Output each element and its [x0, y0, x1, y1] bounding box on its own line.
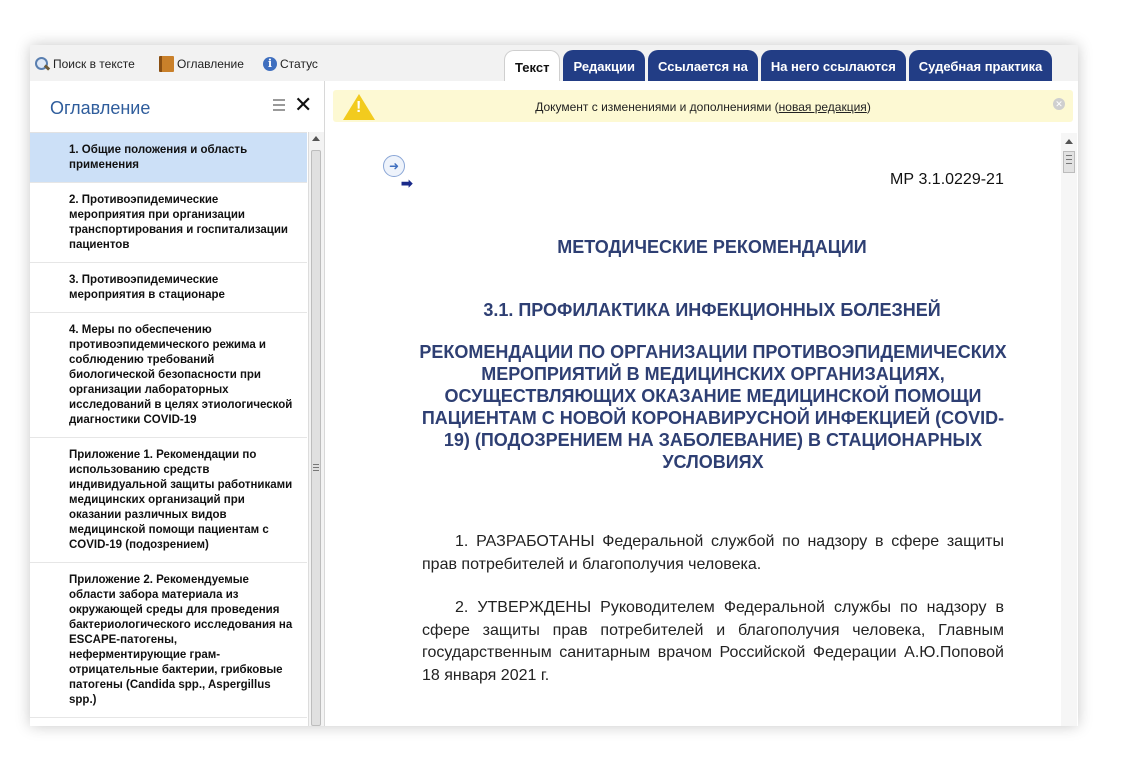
- edition-notice-banner: ! Документ с изменениями и дополнениями (новая редакция) ✕: [333, 90, 1073, 122]
- search-in-text-button[interactable]: [34, 55, 135, 73]
- document-pane: [325, 81, 1078, 726]
- toc-item[interactable]: Приложение 1. Рекомендации по использованию средств индивидуальной защиты работниками медицинских организаций при оказании различных видов медицинской помощи пациентам с COVID-19 (подозрением): [30, 438, 307, 563]
- document-scroll-thumb[interactable]: [1063, 151, 1075, 173]
- document-tabs: [504, 50, 1052, 81]
- document-code: МР 3.1.0229-21: [890, 171, 1004, 188]
- sidebar-scrollbar[interactable]: [308, 132, 324, 726]
- close-icon[interactable]: ✕: [294, 92, 313, 117]
- document-viewer-window: [30, 45, 1078, 726]
- toc-list: [30, 132, 307, 726]
- tab-referenced-by[interactable]: На него ссылаются: [761, 50, 906, 81]
- document-paragraph: 2. УТВЕРЖДЕНЫ Руководителем Федеральной службы по надзору в сфере защиты прав потребителей и благополучия человека, Главным государственным санитарным врачом Российской Федерации А.Ю.Поповой 18 января 2021 г.: [422, 599, 1004, 684]
- magnifier-icon: [34, 56, 50, 72]
- status-label: Статус: [280, 57, 318, 71]
- sidebar-title: Оглавление: [50, 98, 151, 118]
- toc-item[interactable]: 1. Общие положения и область применения: [30, 133, 307, 183]
- notice-close-icon[interactable]: ✕: [1053, 98, 1065, 110]
- book-icon: [159, 56, 174, 72]
- tab-court-practice[interactable]: Судебная практика: [909, 50, 1053, 81]
- status-button[interactable]: [263, 55, 318, 73]
- tab-text[interactable]: Текст: [504, 50, 560, 81]
- toc-button[interactable]: [157, 55, 244, 73]
- bookmark-arrow-icon: ➡: [401, 175, 413, 191]
- tab-editions[interactable]: Редакции: [563, 50, 645, 81]
- new-edition-link[interactable]: новая редакция: [778, 100, 867, 114]
- document-heading-2: 3.1. ПРОФИЛАКТИКА ИНФЕКЦИОННЫХ БОЛЕЗНЕЙ: [483, 300, 941, 320]
- toc-sidebar: [30, 81, 325, 726]
- hamburger-icon[interactable]: [273, 99, 285, 111]
- document-paragraph: 1. РАЗРАБОТАНЫ Федеральной службой по надзору в сфере защиты прав потребителей и благополучия человека.: [422, 533, 1004, 573]
- scroll-up-arrow-icon[interactable]: [1065, 139, 1073, 144]
- info-icon: i: [263, 57, 277, 71]
- toc-item[interactable]: 2. Противоэпидемические мероприятия при организации транспортирования и госпитализации пациентов: [30, 183, 307, 263]
- document-scrollbar[interactable]: [1061, 133, 1077, 726]
- navigation-arrow-icon[interactable]: ➜: [383, 155, 405, 177]
- document-content: [325, 133, 1061, 726]
- notice-text: Документ с изменениями и дополнениями (новая редакция): [535, 100, 871, 114]
- tab-references-to[interactable]: Ссылается на: [648, 50, 758, 81]
- toc-item[interactable]: 4. Меры по обеспечению противоэпидемического режима и соблюдению требований биологической безопасности при организации лабораторных исследований в целях этиологической диагностики COVID-19: [30, 313, 307, 438]
- sidebar-scroll-thumb[interactable]: [311, 150, 321, 726]
- search-in-text-label: Поиск в тексте: [53, 57, 135, 71]
- toc-item[interactable]: 3. Противоэпидемические мероприятия в стационаре: [30, 263, 307, 313]
- toc-label: Оглавление: [177, 57, 244, 71]
- top-toolbar: [30, 45, 1078, 81]
- document-heading-1: МЕТОДИЧЕСКИЕ РЕКОМЕНДАЦИИ: [557, 237, 867, 257]
- toc-item[interactable]: Приложение 2. Рекомендуемые области забора материала из окружающей среды для проведения бактериологического исследования на ESCAPE-патогены, неферментирующие грам-отрицательные бактерии, грибковые патогены (Candida spp., Aspergillus spp.): [30, 563, 307, 718]
- scroll-up-arrow-icon[interactable]: [312, 136, 320, 141]
- document-heading-3: РЕКОМЕНДАЦИИ ПО ОРГАНИЗАЦИИ ПРОТИВОЭПИДЕМИЧЕСКИХ МЕРОПРИЯТИЙ В МЕДИЦИНСКИХ ОРГАНИЗАЦИЯХ, ОСУЩЕСТВЛЯЮЩИХ ОКАЗАНИЕ МЕДИЦИНСКОЙ ПОМОЩИ ПАЦИЕНТАМ С НОВОЙ КОРОНАВИРУСНОЙ ИНФЕКЦИЕЙ (COVID-19) (ПОДОЗРЕНИЕМ НА ЗАБОЛЕВАНИЕ) В СТАЦИОНАРНЫХ УСЛОВИЯХ: [419, 342, 1007, 472]
